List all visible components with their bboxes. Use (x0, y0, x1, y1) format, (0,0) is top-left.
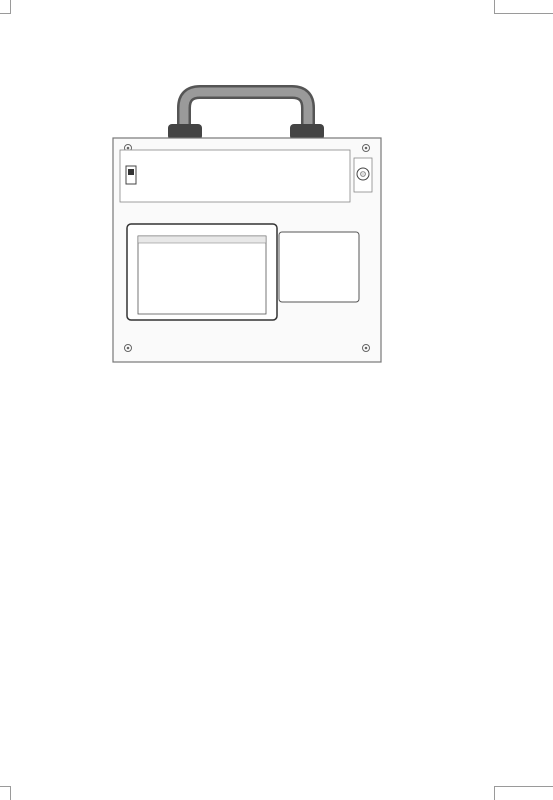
handle (184, 92, 308, 142)
corner-mark (10, 786, 11, 800)
corner-mark (494, 0, 495, 14)
corner-mark (0, 13, 10, 14)
connector-block-frame (279, 232, 359, 302)
corner-mark (10, 0, 11, 14)
corner-mark (0, 786, 10, 787)
corner-mark (494, 13, 553, 14)
device-panel-diagram (0, 52, 553, 367)
corner-mark (494, 786, 495, 800)
touchscreen (138, 236, 266, 314)
corner-mark (494, 786, 553, 787)
